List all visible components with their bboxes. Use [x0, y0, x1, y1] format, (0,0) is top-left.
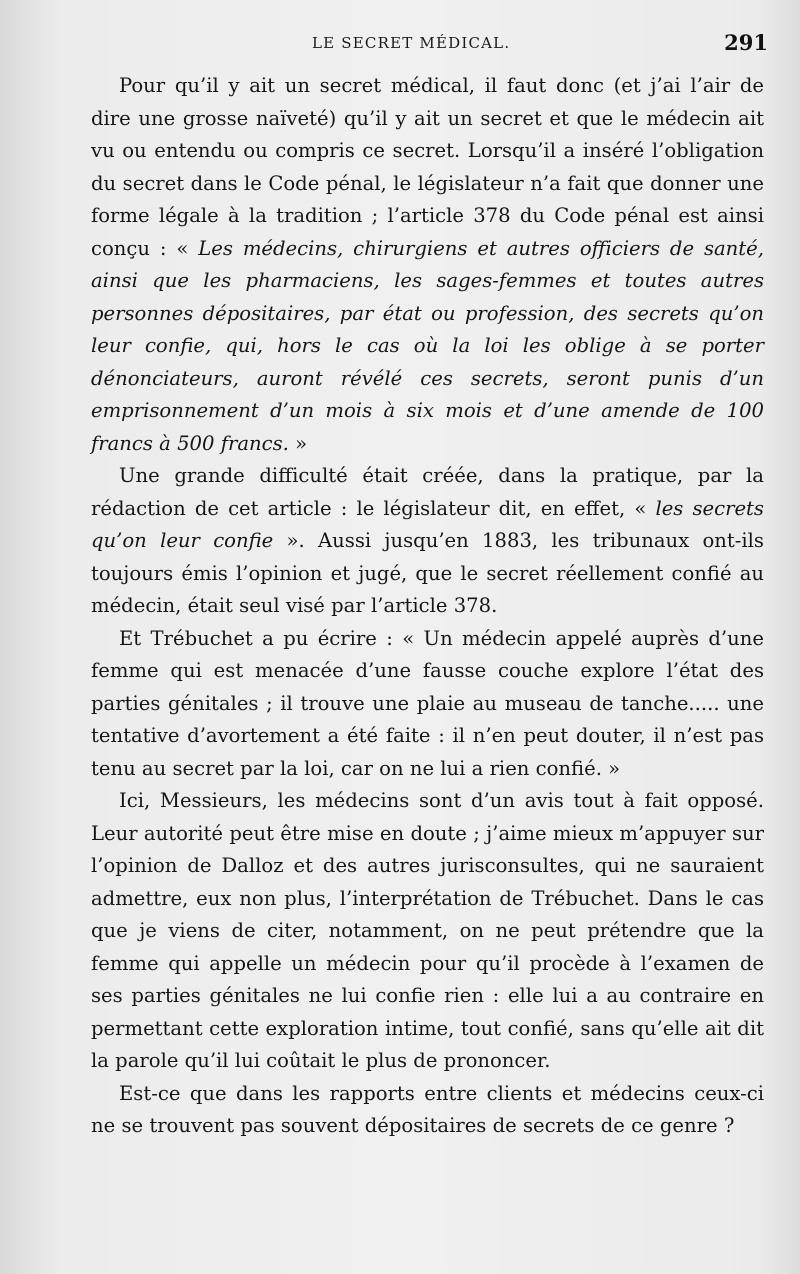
- paragraph-question: [91, 1078, 764, 1143]
- paragraph-text: ». Aussi jusqu’en 1883, les tribunaux ont-ils toujours émis l’opinion et jugé, que le secret réellement confié au médecin, était seul visé par l’article 378.: [91, 529, 764, 617]
- running-title: LE SECRET MÉDICAL.: [312, 34, 511, 52]
- paragraph-text: Ici, Messieurs, les médecins sont d’un avis tout à fait opposé. Leur autorité peut être mise en doute ; j’aime mieux m’appuyer sur l’opinion de Dalloz et des autres jurisconsultes, qui ne sauraient admettre, eux non plus, l’interprétation de Trébuchet. Dans le cas que je viens de citer, notamment, on ne peut prétendre que la femme qui appelle un médecin pour qu’il procède à l’examen de ses parties génitales ne lui confie rien : elle lui a au contraire en permettant cette exploration intime, tout confié, sans qu’elle ait dit la parole qu’il lui coûtait le plus de prononcer.: [91, 789, 764, 1072]
- quoted-article-text: Les médecins, chirurgiens et autres officiers de santé, ainsi que les pharmaciens, les sages-femmes et toutes autres personnes dépositaires, par état ou profession, des secrets qu’on leur confie, qui, hors le cas où la loi les oblige à se porter dénonciateurs, auront révélé ces secrets, seront punis d’un emprisonnement d’un mois à six mois et d’une amende de 100 francs à 500 francs.: [91, 236, 764, 455]
- quoted-phrase: les secrets qu’on leur confie: [91, 496, 764, 552]
- paragraph-text: Une grande difficulté était créée, dans la pratique, par la rédaction de cet article : le législateur dit, en effet, «: [91, 464, 764, 520]
- paragraph-trebuchet: [91, 623, 764, 786]
- paragraph-opinion: [91, 785, 764, 1078]
- page-number: 291: [724, 30, 768, 55]
- paragraph-text: »: [288, 431, 308, 455]
- paragraph-text: Et Trébuchet a pu écrire : « Un médecin appelé auprès d’une femme qui est menacée d’une fausse couche explore l’état des parties génitales ; il trouve une plaie au museau de tanche..... une tentative d’avortement a été faite : il n’en peut douter, il n’est pas tenu au secret par la loi, car on ne lui a rien confié. »: [91, 626, 764, 780]
- paragraph-text: Pour qu’il y ait un secret médical, il faut donc (et j’ai l’air de dire une grosse naïveté) qu’il y ait un secret et que le médecin ait vu ou entendu ou compris ce secret. Lorsqu’il a inséré l’obligation du secret dans le Code pénal, le législateur n’a fait que donner une forme légale à la tradition ; l’article 378 du Code pénal est ainsi conçu : «: [91, 74, 764, 260]
- page-header: [90, 30, 770, 62]
- body-text: [91, 70, 764, 1143]
- paragraph-article-378: [91, 70, 764, 460]
- paragraph-text: Est-ce que dans les rapports entre clients et médecins ceux-ci ne se trouvent pas souvent dépositaires de secrets de ce genre ?: [91, 1081, 764, 1137]
- paragraph-difficulty: [91, 460, 764, 623]
